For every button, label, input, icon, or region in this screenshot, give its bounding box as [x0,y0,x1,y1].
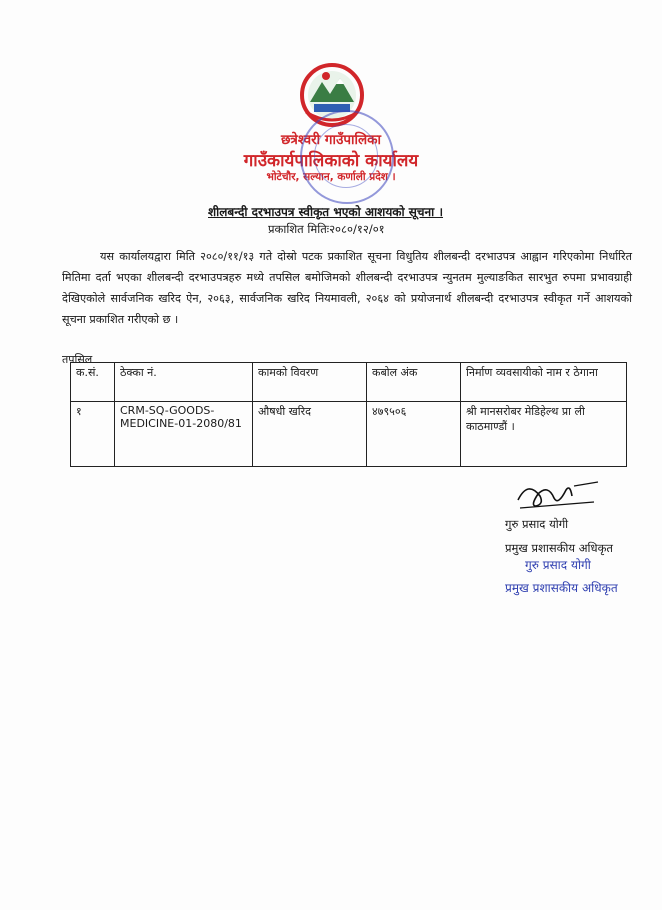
notice-body: यस कार्यालयद्वारा मिति २०८०/११/१३ गते दोस्रो पटक प्रकाशित सूचना विधुतिय शीलबन्दी दरभाउपत्र आह्वान गरिएकोमा निर्धारित मितिमा दर्ता भएका शीलबन्दी दरभाउपत्रहरु मध्ये तपसिल बमोजिमको शीलबन्दी दरभाउपत्र न्युनतम मुल्याङकित सारभुत रुपमा प्रभावग्राही देखिएकोले सार्वजनिक खरिद ऐन, २०६३, सार्वजनिक खरिद नियमावली, २०६४ को प्रयोजनार्थ शीलबन्दी दरभाउपत्र स्वीकृत गर्ने आशयको सूचना प्रकाशित गरीएको छ । [62,250,632,326]
handwritten-signature-icon [514,476,604,514]
office-seal-inner-ring [314,124,378,188]
office-address: भोटेचौर, सल्यान, कर्णाली प्रदेश । [266,171,396,183]
signatory-role: प्रमुख प्रशासकीय अधिकृत [505,541,613,555]
office-seal-stamp [300,110,394,204]
header-bid-amount: कबोल अंक [367,363,461,402]
cell-serial: १ [71,402,115,467]
header-work-description: कामको विवरण [253,363,367,402]
cell-contractor: श्री मानसरोबर मेडिहेल्थ प्रा ली काठमाण्डौं । [461,402,627,467]
published-date: प्रकाशित मितिः२०८०/१२/०१ [268,222,385,236]
header-serial: क.सं. [71,363,115,402]
stamp-signatory-name: गुरु प्रसाद योगी [525,558,591,572]
table-caption: तपसिल [62,353,93,366]
office-name: गाउँकार्यपालिकाको कार्यालय [243,151,419,171]
cell-contract-no: CRM-SQ-GOODS-MEDICINE-01-2080/81 [115,402,253,467]
tender-table [70,362,627,467]
cell-work-description: औषधी खरिद [253,402,367,467]
table-row [71,402,627,467]
notice-title: शीलबन्दी दरभाउपत्र स्वीकृत भएको आशयको सूचना । [208,205,444,219]
cell-bid-amount: ४७९५०६ [367,402,461,467]
header-contract-no: ठेक्का नं. [115,363,253,402]
signatory-name: गुरु प्रसाद योगी [505,517,569,531]
header-contractor-name-address: निर्माण व्यवसायीको नाम र ठेगाना [461,363,627,402]
stamp-signatory-role: प्रमुख प्रशासकीय अधिकृत [505,581,618,595]
municipality-name: छत्रेश्वरी गाउँपालिका [280,132,382,148]
table-header-row [71,363,627,402]
